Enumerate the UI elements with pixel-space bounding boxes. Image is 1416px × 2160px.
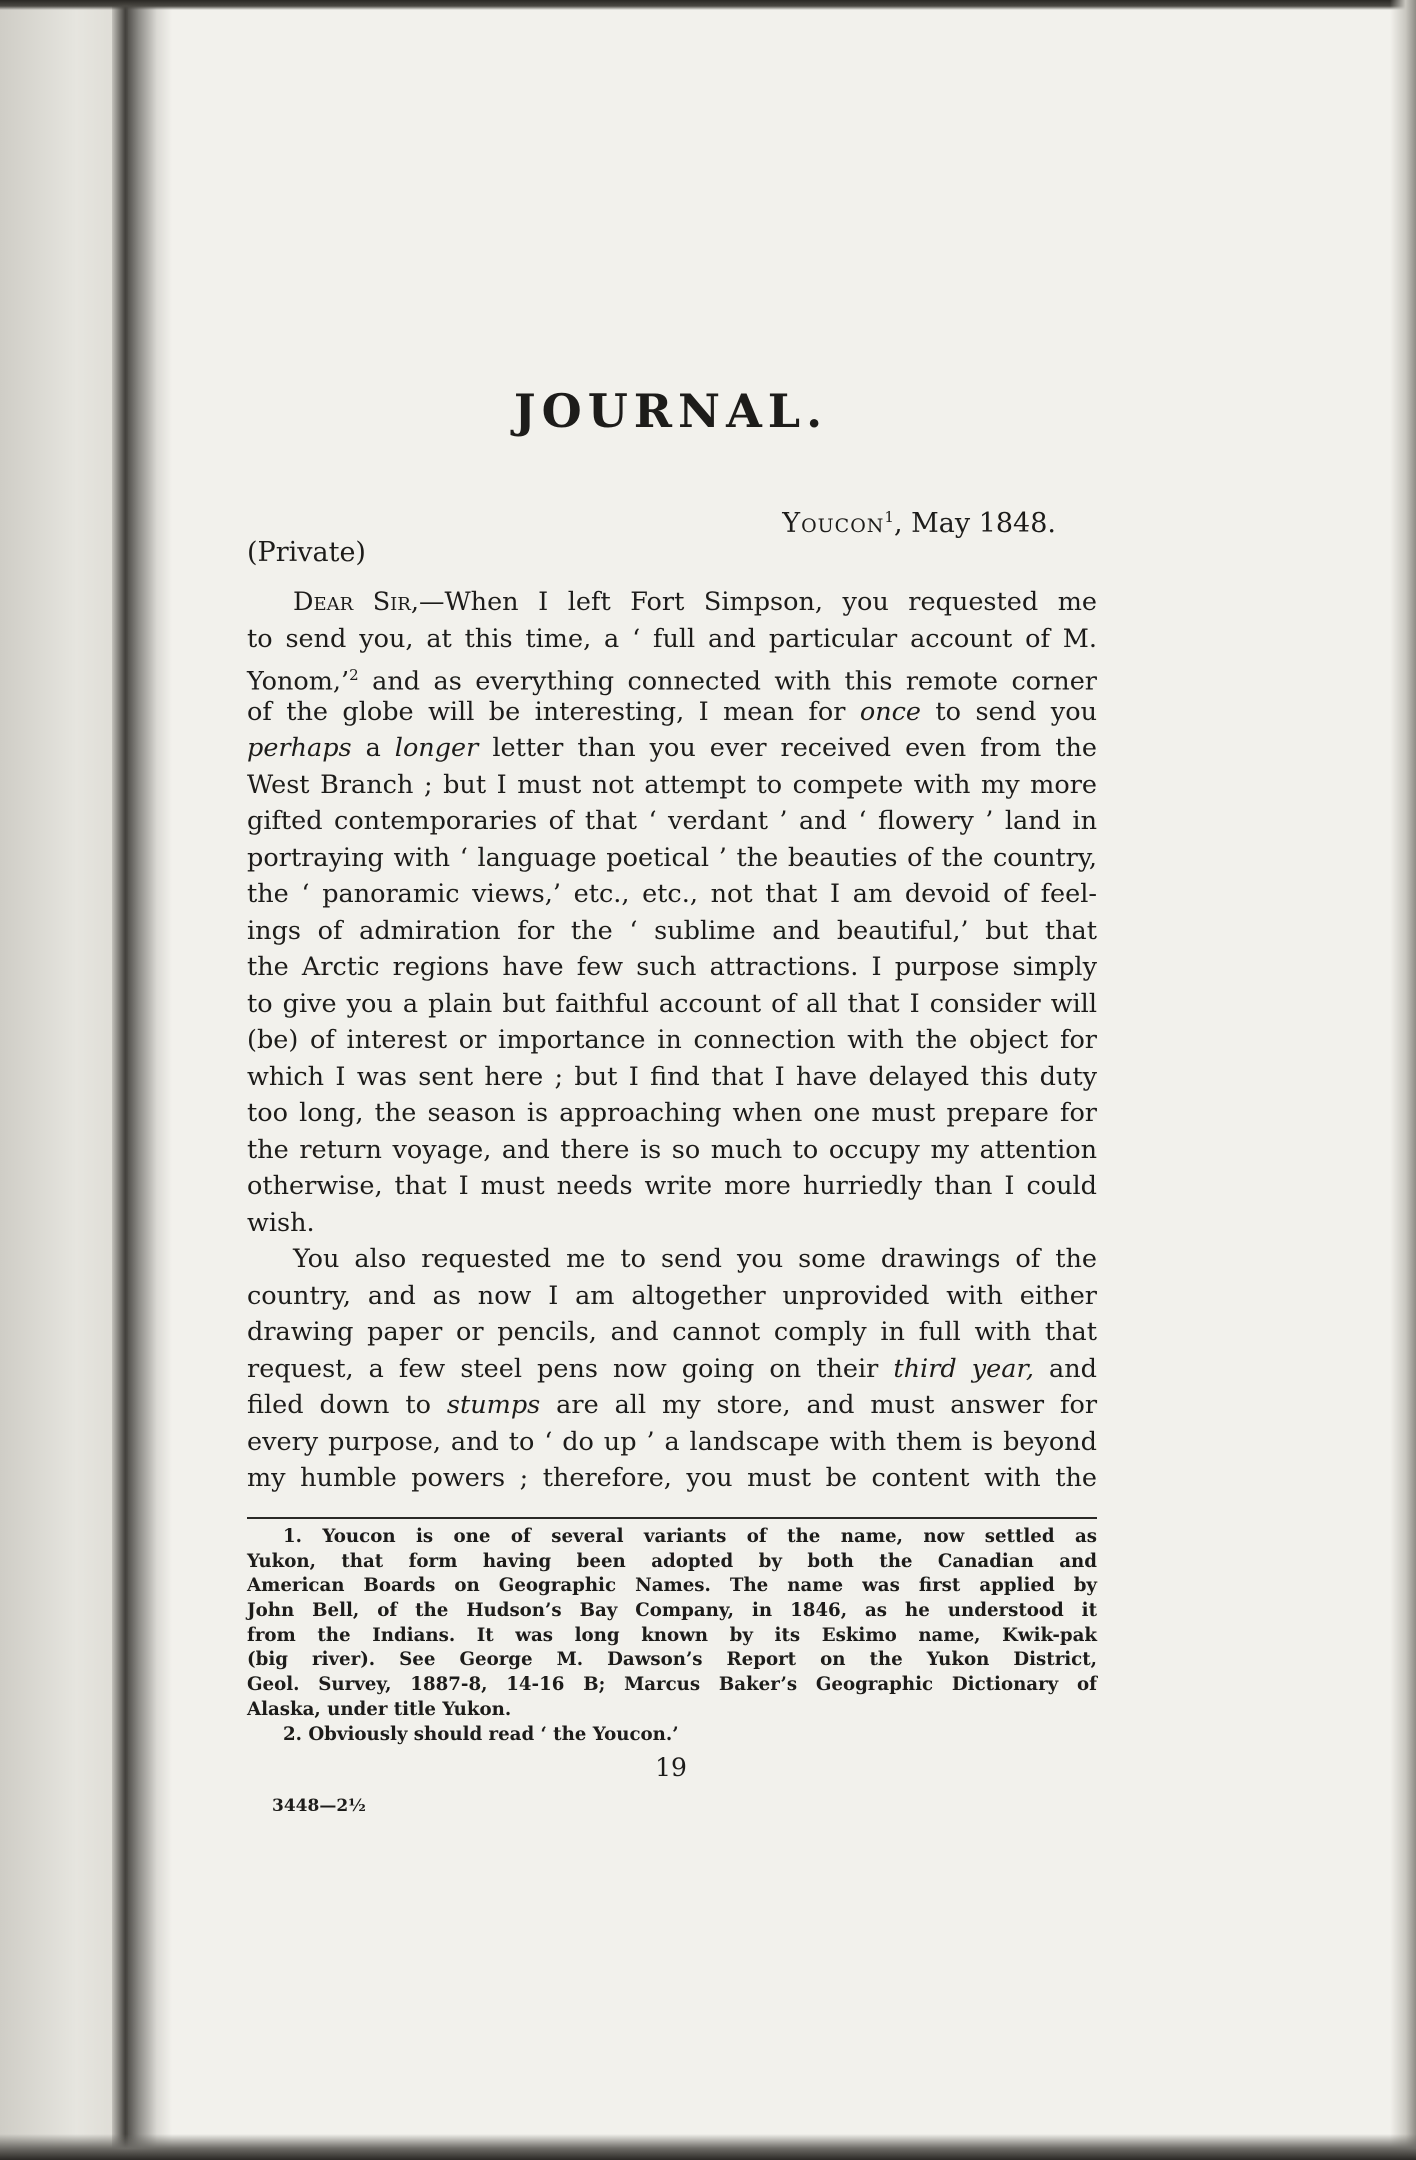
body-text-segment: the ‘ panoramic views,’ etc., etc., not that I am devoid of feel- xyxy=(247,879,1097,909)
body-text-segment: the return voyage, and there is so much to occupy my attention xyxy=(247,1134,1097,1165)
body-text-segment: 2 xyxy=(349,666,359,684)
body-text-segment: letter than you ever received even from the xyxy=(478,733,1097,763)
body-text-segment: portraying with ‘ language poetical ’ the beauties of the country, xyxy=(247,842,1097,873)
body-line xyxy=(247,1387,1097,1424)
body-text-segment: and as everything connected with this remote corner xyxy=(358,666,1097,697)
body-line xyxy=(247,1022,1097,1059)
footnote-line: 2. Obviously should read ‘ the Youcon.’ xyxy=(283,1723,679,1745)
body-text-segment: to send you, at this time, a ‘ full and particular account of M. xyxy=(247,623,1097,654)
body-text-segment: gifted contemporaries of that ‘ verdant ’ and ‘ flowery ’ land in xyxy=(247,806,1097,836)
dateline xyxy=(782,499,1056,542)
signature-mark: 3448—2½ xyxy=(272,1796,366,1816)
body-text-segment: to give you a plain but faithful account of all that I consider will xyxy=(247,988,1097,1019)
body-line xyxy=(247,803,1097,840)
body-text-segment: my humble powers ; therefore, you must be content with the xyxy=(247,1463,1097,1493)
body-text-segment: ings of admiration for the ‘ sublime and beautiful,’ but that xyxy=(247,915,1097,946)
body-line xyxy=(247,986,1097,1023)
body-line xyxy=(247,1205,1097,1242)
body-line xyxy=(247,584,1097,621)
body-text-segment: of the globe will be interesting, I mean for xyxy=(247,696,860,727)
body-text-segment: Dear Sir, xyxy=(293,587,419,617)
body-text-segment: perhaps xyxy=(247,733,352,763)
footnote-line: Yukon, that form having been adopted by both the Canadian and xyxy=(247,1550,1097,1572)
footnote-line: from the Indians. It was long known by its Eskimo name, Kwik-pak xyxy=(247,1624,1097,1646)
body-text-segment: which I was sent here ; but I find that I have delayed this duty xyxy=(247,1061,1097,1092)
body-text-segment: third year, xyxy=(893,1353,1034,1384)
footnote-rule xyxy=(247,1517,1097,1519)
body-text-segment: filed down to xyxy=(247,1390,447,1420)
body-text-segment: (be) of interest or importance in connection with the object for xyxy=(247,1025,1097,1055)
body-line xyxy=(247,1424,1097,1461)
body-line xyxy=(247,1278,1097,1315)
body-text-segment: are all my store, and must answer for xyxy=(540,1390,1098,1420)
body-line xyxy=(247,657,1097,697)
body-text-segment: a xyxy=(351,733,395,763)
body-line xyxy=(247,1095,1097,1132)
dateline-place: Youcon xyxy=(782,508,885,539)
body-text-segment: stumps xyxy=(446,1390,541,1420)
body-line xyxy=(247,1460,1097,1497)
body-text-segment: drawing paper or pencils, and cannot comply in full with that xyxy=(247,1317,1097,1347)
body-line xyxy=(247,840,1097,877)
dateline-footnote-ref: 1 xyxy=(884,508,894,526)
body-line xyxy=(247,1168,1097,1205)
body-text-segment: longer xyxy=(394,733,479,763)
footnote-line: John Bell, of the Hudson’s Bay Company, in 1846, as he understood it xyxy=(247,1600,1097,1622)
body-text-segment: Yonom,’ xyxy=(247,666,350,697)
body-text-segment: to send you xyxy=(921,696,1097,727)
body-line xyxy=(247,1059,1097,1096)
footnote-line: Geol. Survey, 1887-8, 14-16 B; Marcus Baker’s Geographic Dictionary of xyxy=(247,1674,1097,1696)
body-line xyxy=(247,876,1097,913)
body-line xyxy=(247,621,1097,658)
body-text-segment: and xyxy=(1033,1353,1097,1384)
body-line xyxy=(247,1314,1097,1351)
footnote-line: American Boards on Geographic Names. The name was first applied by xyxy=(247,1575,1097,1597)
footnote-line: Alaska, under title Yukon. xyxy=(247,1698,512,1720)
body-text-segment: request, a few steel pens now going on their xyxy=(247,1353,894,1384)
body-text-segment: every purpose, and to ‘ do up ’ a landscape with them is beyond xyxy=(247,1426,1097,1457)
body-line xyxy=(247,949,1097,986)
body-line xyxy=(247,767,1097,804)
body-text-segment: —When I left Fort Simpson, you requested me xyxy=(418,587,1097,617)
body-line xyxy=(247,1241,1097,1278)
body-text-segment: otherwise, that I must needs write more hurriedly than I could xyxy=(247,1171,1097,1201)
page-title: JOURNAL. xyxy=(513,384,829,438)
body-text-segment: once xyxy=(859,696,921,727)
page-number: 19 xyxy=(655,1753,687,1782)
footnote-line: (big river). See George M. Dawson’s Report on the Yukon District, xyxy=(247,1649,1097,1671)
private-label: (Private) xyxy=(247,537,366,568)
body-line xyxy=(247,1351,1097,1388)
body-text-segment: too long, the season is approaching when one must prepare for xyxy=(247,1098,1097,1128)
body-text-segment: the Arctic regions have few such attractions. I purpose simply xyxy=(247,952,1097,982)
body-text-segment: country, and as now I am altogether unprovided with either xyxy=(247,1280,1097,1311)
body-line xyxy=(247,694,1097,731)
body-line xyxy=(247,1132,1097,1169)
body-text-segment: You also requested me to send you some drawings of the xyxy=(293,1244,1097,1274)
footnote-line: 1. Youcon is one of several variants of the name, now settled as xyxy=(283,1526,1097,1547)
body-text-segment: West Branch ; but I must not attempt to compete with my more xyxy=(247,769,1097,800)
dateline-rest: , May 1848. xyxy=(893,508,1056,539)
footnotes xyxy=(247,1525,1097,1747)
body-line xyxy=(247,913,1097,950)
body-text-segment: wish. xyxy=(247,1207,315,1238)
letter-body xyxy=(247,584,1097,1497)
body-line xyxy=(247,730,1097,767)
